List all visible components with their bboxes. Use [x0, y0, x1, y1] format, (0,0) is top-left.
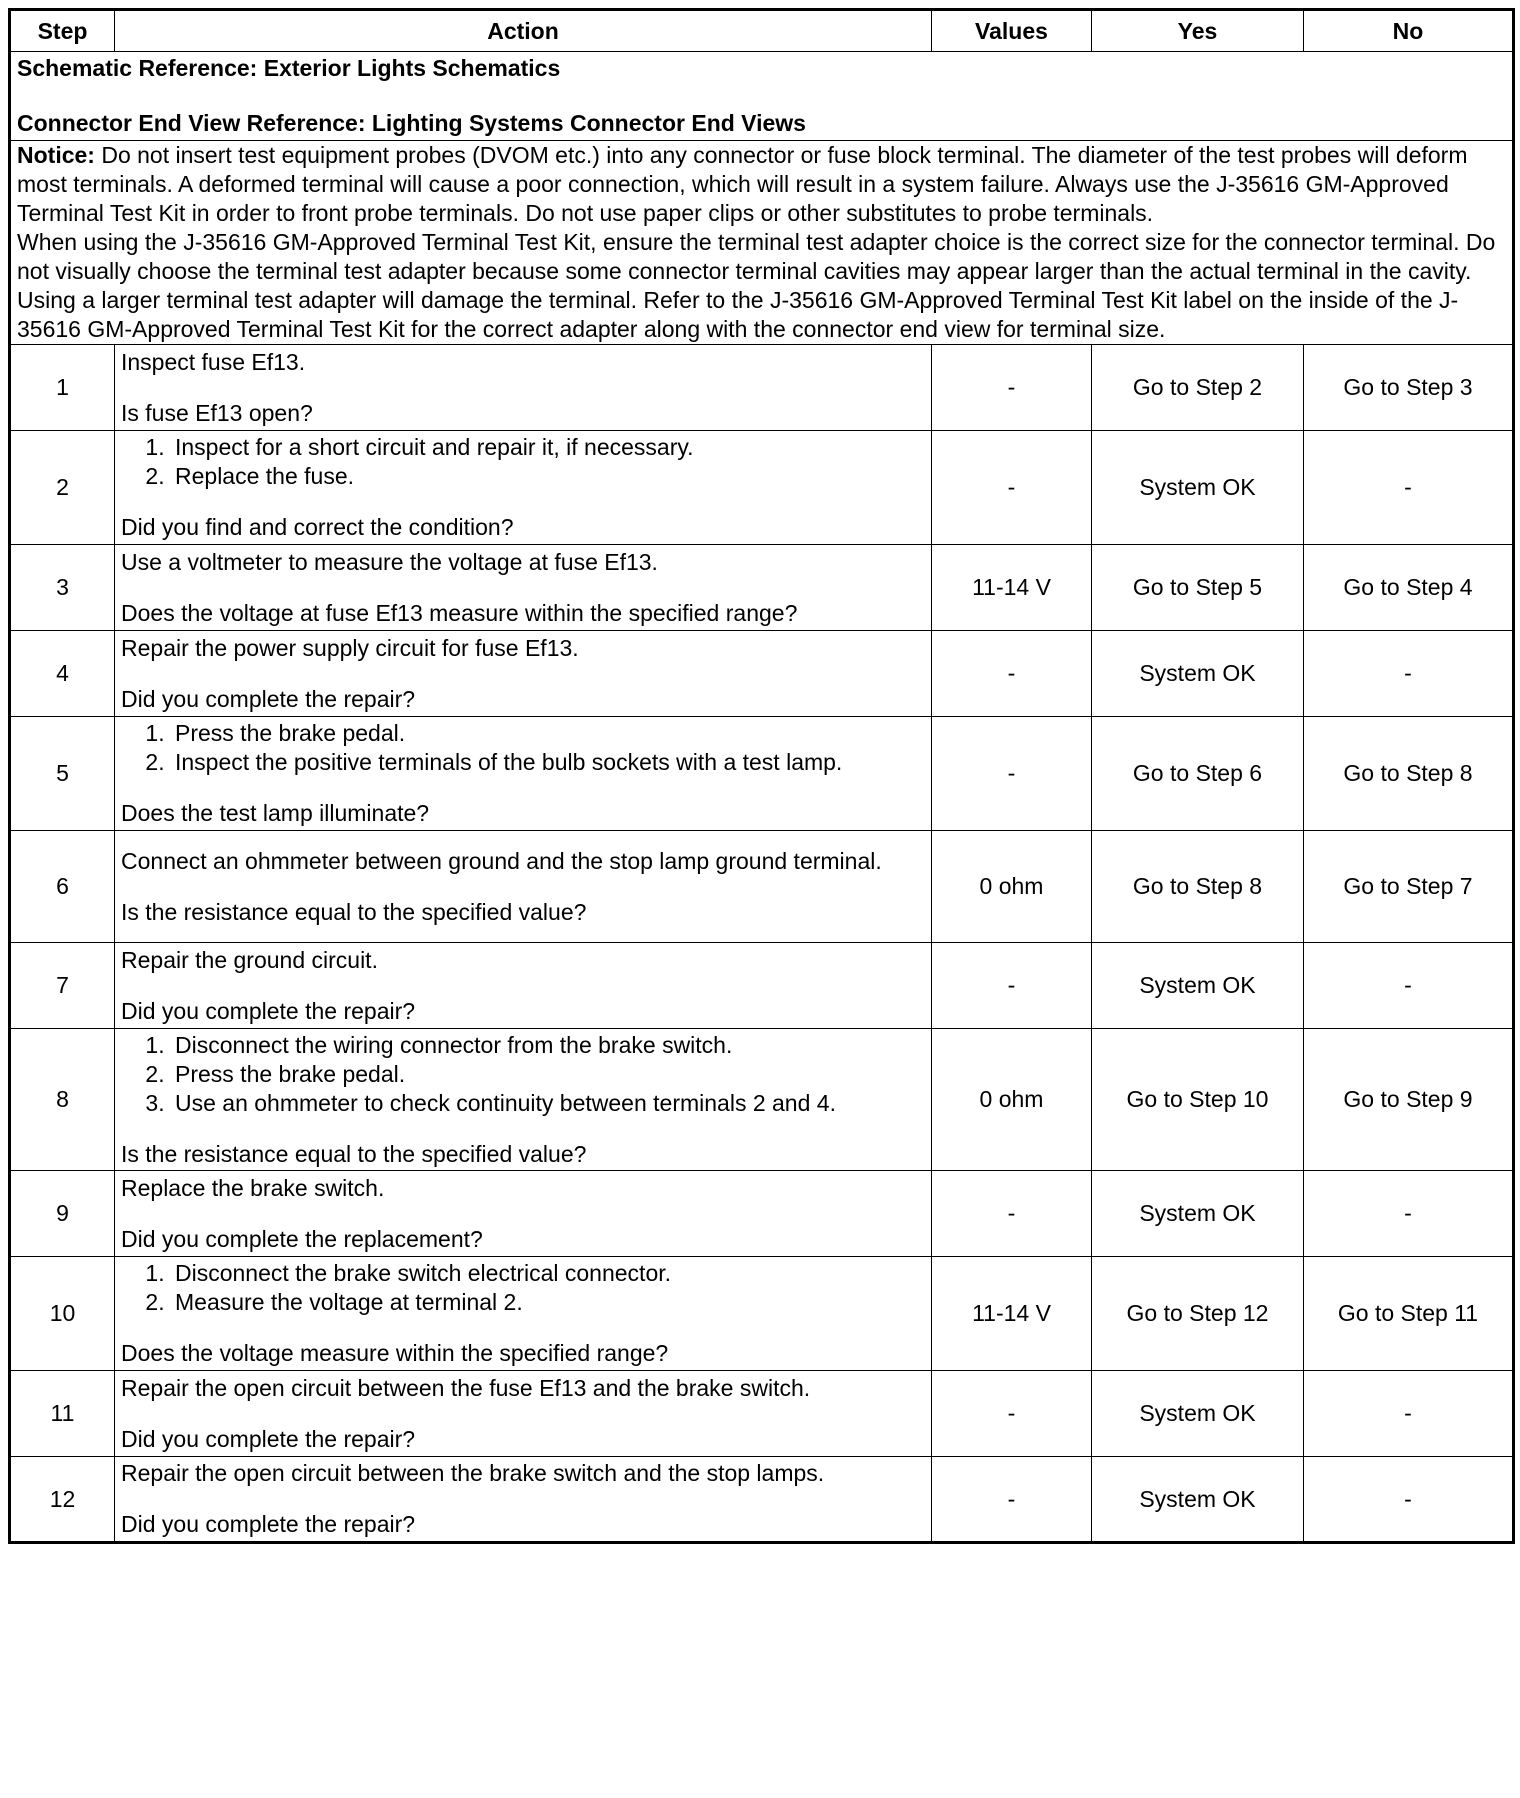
step-value: 0 ohm — [932, 1029, 1092, 1171]
action-instruction: Connect an ohmmeter between ground and the stop lamp ground terminal. — [121, 847, 882, 874]
table-row — [10, 431, 1514, 545]
step-no: Go to Step 7 — [1304, 831, 1514, 943]
step-number: 2 — [10, 431, 115, 545]
step-no: Go to Step 11 — [1304, 1257, 1514, 1371]
step-value: 11-14 V — [932, 1257, 1092, 1371]
header-no: No — [1304, 10, 1514, 52]
step-value: - — [932, 631, 1092, 717]
step-action — [115, 1257, 932, 1371]
step-no: Go to Step 3 — [1304, 345, 1514, 431]
action-list — [121, 433, 925, 491]
action-instruction: Repair the power supply circuit for fuse Ef13. — [121, 634, 579, 661]
table-row — [10, 831, 1514, 943]
step-no: Go to Step 9 — [1304, 1029, 1514, 1171]
step-yes: System OK — [1092, 631, 1304, 717]
action-question: Did you complete the repair? — [121, 685, 416, 712]
step-yes: System OK — [1092, 1457, 1304, 1543]
step-number: 10 — [10, 1257, 115, 1371]
step-yes: System OK — [1092, 943, 1304, 1029]
table-row — [10, 1029, 1514, 1171]
step-no: - — [1304, 631, 1514, 717]
step-number: 1 — [10, 345, 115, 431]
step-action — [115, 717, 932, 831]
action-instruction: Use a voltmeter to measure the voltage at fuse Ef13. — [121, 548, 658, 575]
step-no: - — [1304, 431, 1514, 545]
header-step: Step — [10, 10, 115, 52]
action-list-item: 1. Disconnect the brake switch electrical connector. — [171, 1259, 925, 1288]
action-instruction: Repair the ground circuit. — [121, 946, 378, 973]
step-no: Go to Step 4 — [1304, 545, 1514, 631]
step-value: - — [932, 1457, 1092, 1543]
step-yes: Go to Step 12 — [1092, 1257, 1304, 1371]
step-number: 11 — [10, 1371, 115, 1457]
notice-paragraph-2: When using the J-35616 GM-Approved Terminal Test Kit, ensure the terminal test adapter choice is the correct size for the connector terminal. Do not visually choose the terminal test adapter because some connector terminal cavities may appear larger than the actual terminal in the cavity. Using a larger terminal test adapter will damage the terminal. Refer to the J-35616 GM-Approved Terminal Test Kit label on the inside of the J-35616 GM-Approved Terminal Test Kit for the correct adapter along with the connector end view for terminal size. — [17, 229, 1496, 342]
step-value: - — [932, 431, 1092, 545]
step-number: 7 — [10, 943, 115, 1029]
action-question: Is fuse Ef13 open? — [121, 399, 313, 426]
step-action — [115, 1371, 932, 1457]
header-values: Values — [932, 10, 1092, 52]
step-action — [115, 1457, 932, 1543]
step-number: 8 — [10, 1029, 115, 1171]
step-number: 6 — [10, 831, 115, 943]
step-yes: Go to Step 2 — [1092, 345, 1304, 431]
action-question: Did you complete the repair? — [121, 1425, 416, 1452]
step-value: - — [932, 717, 1092, 831]
action-list — [121, 1031, 925, 1118]
action-list-item: 2. Inspect the positive terminals of the bulb sockets with a test lamp. — [171, 748, 925, 777]
step-action — [115, 831, 932, 943]
step-value: 0 ohm — [932, 831, 1092, 943]
action-question: Did you complete the repair? — [121, 997, 416, 1024]
step-number: 5 — [10, 717, 115, 831]
action-list-item: 1. Disconnect the wiring connector from the brake switch. — [171, 1031, 925, 1060]
action-question: Is the resistance equal to the specified value? — [121, 1140, 587, 1167]
diagnostic-table — [8, 8, 1515, 1544]
header-action: Action — [115, 10, 932, 52]
table-row — [10, 631, 1514, 717]
step-yes: Go to Step 8 — [1092, 831, 1304, 943]
schematic-reference: Schematic Reference: Exterior Lights Schematics — [17, 55, 561, 81]
step-no: Go to Step 8 — [1304, 717, 1514, 831]
step-value: 11-14 V — [932, 545, 1092, 631]
step-action — [115, 545, 932, 631]
connector-reference: Connector End View Reference: Lighting Systems Connector End Views — [17, 110, 806, 136]
action-question: Does the voltage measure within the specified range? — [121, 1340, 669, 1366]
action-list — [121, 719, 925, 777]
step-yes: Go to Step 5 — [1092, 545, 1304, 631]
action-list-item: 2. Press the brake pedal. — [171, 1060, 925, 1089]
step-action — [115, 431, 932, 545]
notice-text-1: Do not insert test equipment probes (DVOM etc.) into any connector or fuse block terminal. The diameter of the test probes will deform most terminals. A deformed terminal will cause a poor connection, which will result in a system failure. Always use the J-35616 GM-Approved Terminal Test Kit in order to front probe terminals. Do not use paper clips or other substitutes to probe terminals. — [17, 142, 1468, 226]
table-row — [10, 345, 1514, 431]
step-yes: System OK — [1092, 1171, 1304, 1257]
table-row — [10, 1371, 1514, 1457]
notice-label: Notice: — [17, 142, 95, 168]
step-value: - — [932, 345, 1092, 431]
action-instruction: Replace the brake switch. — [121, 1174, 385, 1201]
notice-paragraph-1 — [17, 141, 1506, 228]
reference-row — [10, 52, 1514, 141]
step-number: 12 — [10, 1457, 115, 1543]
action-question: Did you complete the replacement? — [121, 1225, 483, 1252]
table-row — [10, 545, 1514, 631]
action-list — [121, 1259, 925, 1317]
header-row — [10, 10, 1514, 52]
action-question: Does the voltage at fuse Ef13 measure within the specified range? — [121, 599, 798, 626]
action-list-item: 1. Press the brake pedal. — [171, 719, 925, 748]
step-yes: Go to Step 6 — [1092, 717, 1304, 831]
table-row — [10, 943, 1514, 1029]
step-action — [115, 1029, 932, 1171]
action-question: Did you find and correct the condition? — [121, 514, 514, 540]
action-question: Is the resistance equal to the specified value? — [121, 898, 587, 925]
step-action — [115, 943, 932, 1029]
step-number: 9 — [10, 1171, 115, 1257]
action-instruction: Inspect fuse Ef13. — [121, 348, 306, 375]
table-row — [10, 717, 1514, 831]
table-row — [10, 1457, 1514, 1543]
action-question: Does the test lamp illuminate? — [121, 800, 430, 826]
step-action — [115, 1171, 932, 1257]
action-list-item: 3. Use an ohmmeter to check continuity between terminals 2 and 4. — [171, 1089, 925, 1118]
step-number: 4 — [10, 631, 115, 717]
table-row — [10, 1171, 1514, 1257]
table-row — [10, 1257, 1514, 1371]
step-no: - — [1304, 1457, 1514, 1543]
action-instruction: Repair the open circuit between the brake switch and the stop lamps. — [121, 1460, 825, 1486]
step-number: 3 — [10, 545, 115, 631]
step-no: - — [1304, 1371, 1514, 1457]
step-value: - — [932, 1171, 1092, 1257]
step-no: - — [1304, 1171, 1514, 1257]
step-action — [115, 345, 932, 431]
step-value: - — [932, 943, 1092, 1029]
step-yes: System OK — [1092, 431, 1304, 545]
action-question: Did you complete the repair? — [121, 1511, 416, 1537]
action-list-item: 2. Measure the voltage at terminal 2. — [171, 1288, 925, 1317]
step-yes: Go to Step 10 — [1092, 1029, 1304, 1171]
step-value: - — [932, 1371, 1092, 1457]
action-list-item: 1. Inspect for a short circuit and repair it, if necessary. — [171, 433, 925, 462]
step-action — [115, 631, 932, 717]
step-no: - — [1304, 943, 1514, 1029]
action-instruction: Repair the open circuit between the fuse Ef13 and the brake switch. — [121, 1374, 811, 1401]
step-yes: System OK — [1092, 1371, 1304, 1457]
action-list-item: 2. Replace the fuse. — [171, 462, 925, 491]
header-yes: Yes — [1092, 10, 1304, 52]
notice-row — [10, 141, 1514, 345]
